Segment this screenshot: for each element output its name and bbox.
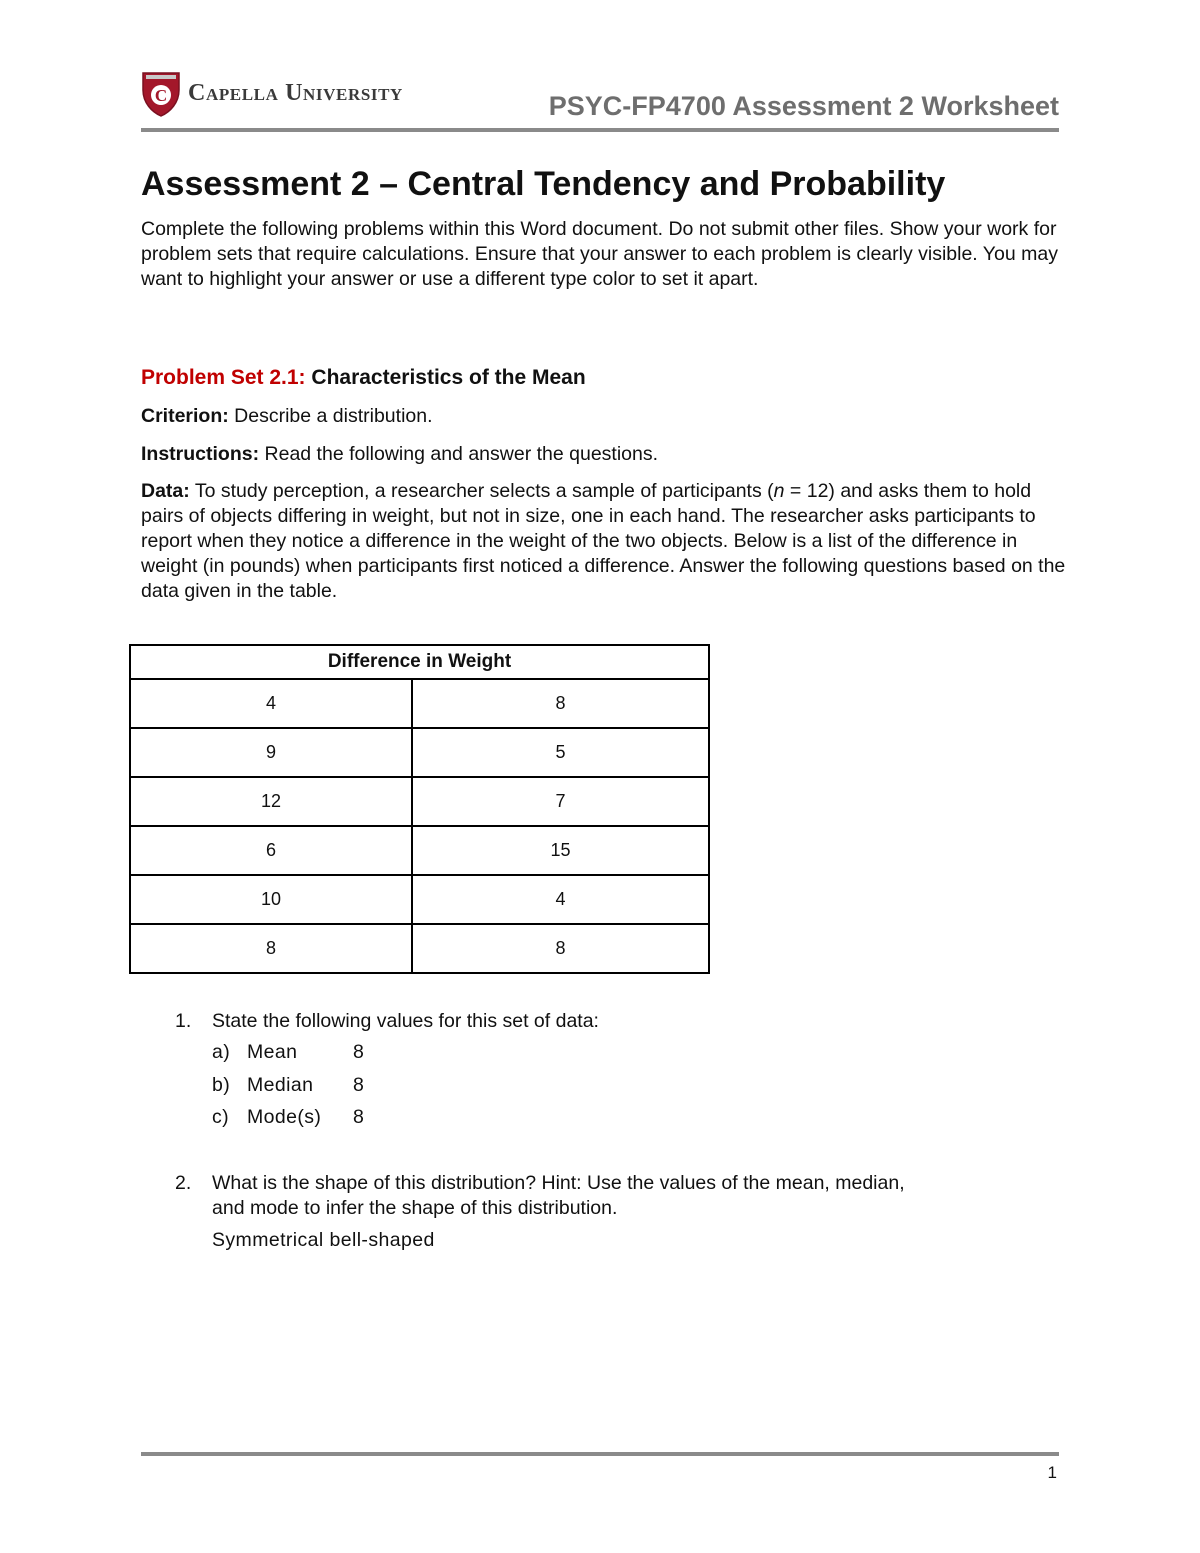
- footer-divider: [141, 1452, 1059, 1456]
- answer-mean: a) Mean 8: [212, 1041, 365, 1063]
- university-name: CAPELLA UNIVERSITY: [188, 80, 403, 106]
- header-divider: [141, 128, 1059, 132]
- worksheet-title: PSYC-FP4700 Assessment 2 Worksheet: [548, 91, 1059, 121]
- problem-set-heading: [141, 366, 586, 390]
- answer-shape: Symmetrical bell-shaped: [212, 1229, 435, 1251]
- table-header: Difference in Weight: [130, 645, 709, 679]
- data-paragraph: Data: To study perception, a researcher selects a sample of participants (n = 12) and asks them to hold pairs of objects differing in weight, but not in size, one in each hand. The researcher asks participants to report when they notice a difference in the weight of the two objects. Below is a list of the difference in weight (in pounds) when participants first noticed a difference. Answer the following questions based on the data given in the table.: [141, 480, 1066, 602]
- intro-paragraph: Complete the following problems within this Word document. Do not submit other files. Show your work for problem sets that require calculations. Ensure that your answer to each problem is clearly visible. You may want to highlight your answer or use a different type color to set it apart.: [141, 218, 1058, 290]
- table-row: 8 8: [130, 924, 709, 973]
- answer-mode: c) Mode(s) 8: [212, 1106, 365, 1128]
- table-row: 9 5: [130, 728, 709, 777]
- problem-set-title: Characteristics of the Mean: [311, 366, 586, 389]
- criterion-line: Criterion: Describe a distribution.: [141, 405, 433, 427]
- page-header: [141, 66, 1059, 132]
- page-title: Assessment 2 – Central Tendency and Probability: [141, 165, 946, 203]
- table-row: 12 7: [130, 777, 709, 826]
- svg-text:C: C: [154, 86, 168, 105]
- table-row: 10 4: [130, 875, 709, 924]
- page-number: 1: [1047, 1463, 1057, 1482]
- table-row: 4 8: [130, 679, 709, 728]
- instructions-line: Instructions: Read the following and answer the questions.: [141, 443, 659, 465]
- capella-shield-logo: [141, 70, 181, 118]
- answer-median: b) Median 8: [212, 1074, 365, 1096]
- weight-difference-table: [129, 644, 710, 974]
- table-row: 6 15: [130, 826, 709, 875]
- problem-set-label: Problem Set 2.1:: [141, 366, 306, 389]
